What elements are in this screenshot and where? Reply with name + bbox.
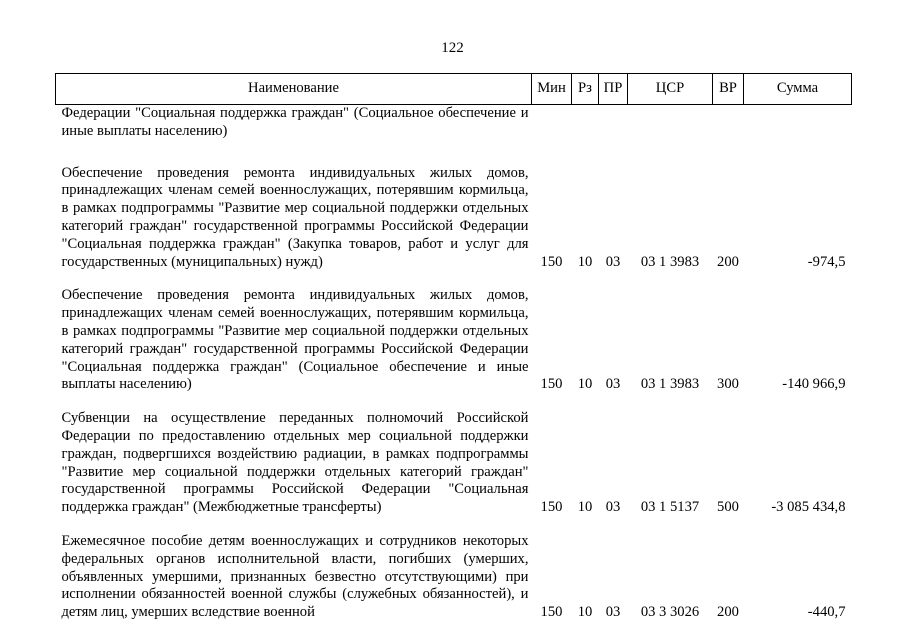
row-csr	[628, 105, 713, 165]
table-row	[56, 165, 852, 288]
row-rz: 10	[577, 376, 593, 393]
row-name: Обеспечение проведения ремонта индивидуальных жилых домов, принадлежащих членам семей военнослужащих, потерявшим кормильца, в рамках подпрограммы "Развитие мер социальной поддержки отдельных категорий граждан" государственной программы Российской Федерации "Социальная поддержка граждан" (Социальное обеспечение и иные выплаты населению)	[61, 287, 529, 393]
row-vr: 300	[717, 376, 739, 393]
row-csr: 03 1 3983	[640, 253, 700, 270]
row-rz: 10	[577, 253, 593, 270]
row-pr	[599, 105, 628, 165]
page-number: 122	[441, 40, 464, 56]
row-vr	[713, 105, 744, 165]
row-rz	[572, 105, 599, 165]
column-header-name: Наименование	[56, 74, 532, 105]
row-min: 150	[540, 253, 563, 270]
row-vr: 200	[717, 604, 739, 621]
table-row	[56, 287, 852, 410]
table-row	[56, 410, 852, 533]
row-name: Федерации "Социальная поддержка граждан" (Социальное обеспечение и иные выплаты населению)	[61, 105, 529, 139]
column-header-rz: Рз	[572, 74, 599, 105]
table-row	[56, 105, 852, 165]
row-sum: -3 085 434,8	[771, 499, 846, 516]
row-vr: 200	[717, 253, 739, 270]
row-vr: 500	[717, 499, 739, 516]
row-min: 150	[540, 376, 563, 393]
column-header-pr: ПР	[599, 74, 628, 105]
table-header-row	[56, 74, 852, 105]
row-sum: -140 966,9	[782, 376, 846, 393]
column-header-min: Мин	[532, 74, 572, 105]
row-min: 150	[540, 604, 563, 621]
table-row	[56, 533, 852, 622]
row-pr: 03	[605, 253, 621, 270]
column-header-csr: ЦСР	[628, 74, 713, 105]
row-csr: 03 1 5137	[640, 499, 700, 516]
row-sum: -974,5	[807, 253, 846, 270]
column-header-vr: ВР	[713, 74, 744, 105]
row-name: Ежемесячное пособие детям военнослужащих и сотрудников некоторых федеральных органов исполнительной власти, погибших (умерших, объявленных умершими, признанных безвестно отсутствующими) при исполнении обязанностей военной службы (служебных обязанностей), и детям лиц, умерших вследствие военной	[61, 532, 529, 621]
row-rz: 10	[577, 499, 593, 516]
row-csr: 03 1 3983	[640, 376, 700, 393]
row-sum	[744, 105, 852, 165]
row-pr: 03	[605, 604, 621, 621]
row-name: Субвенции на осуществление переданных полномочий Российской Федерации по предоставлению отдельных мер социальной поддержки граждан, подвергшихся воздействию радиации, в рамках подпрограммы "Развитие мер социальной поддержки отдельных категорий граждан" государственной программы Российской Федерации "Социальная поддержка граждан" (Межбюджетные трансферты)	[61, 410, 529, 516]
row-min	[532, 105, 572, 165]
row-sum: -440,7	[807, 604, 846, 621]
row-csr: 03 3 3026	[640, 604, 700, 621]
column-header-sum: Сумма	[744, 74, 852, 105]
row-rz: 10	[577, 604, 593, 621]
row-pr: 03	[605, 499, 621, 516]
row-name: Обеспечение проведения ремонта индивидуальных жилых домов, принадлежащих членам семей военнослужащих, потерявшим кормильца, в рамках подпрограммы "Развитие мер социальной поддержки отдельных категорий граждан" государственной программы Российской Федерации "Социальная поддержка граждан" (Закупка товаров, работ и услуг для государственных (муниципальных) нужд)	[61, 164, 529, 270]
budget-table	[55, 73, 852, 622]
row-min: 150	[540, 499, 563, 516]
row-pr: 03	[605, 376, 621, 393]
